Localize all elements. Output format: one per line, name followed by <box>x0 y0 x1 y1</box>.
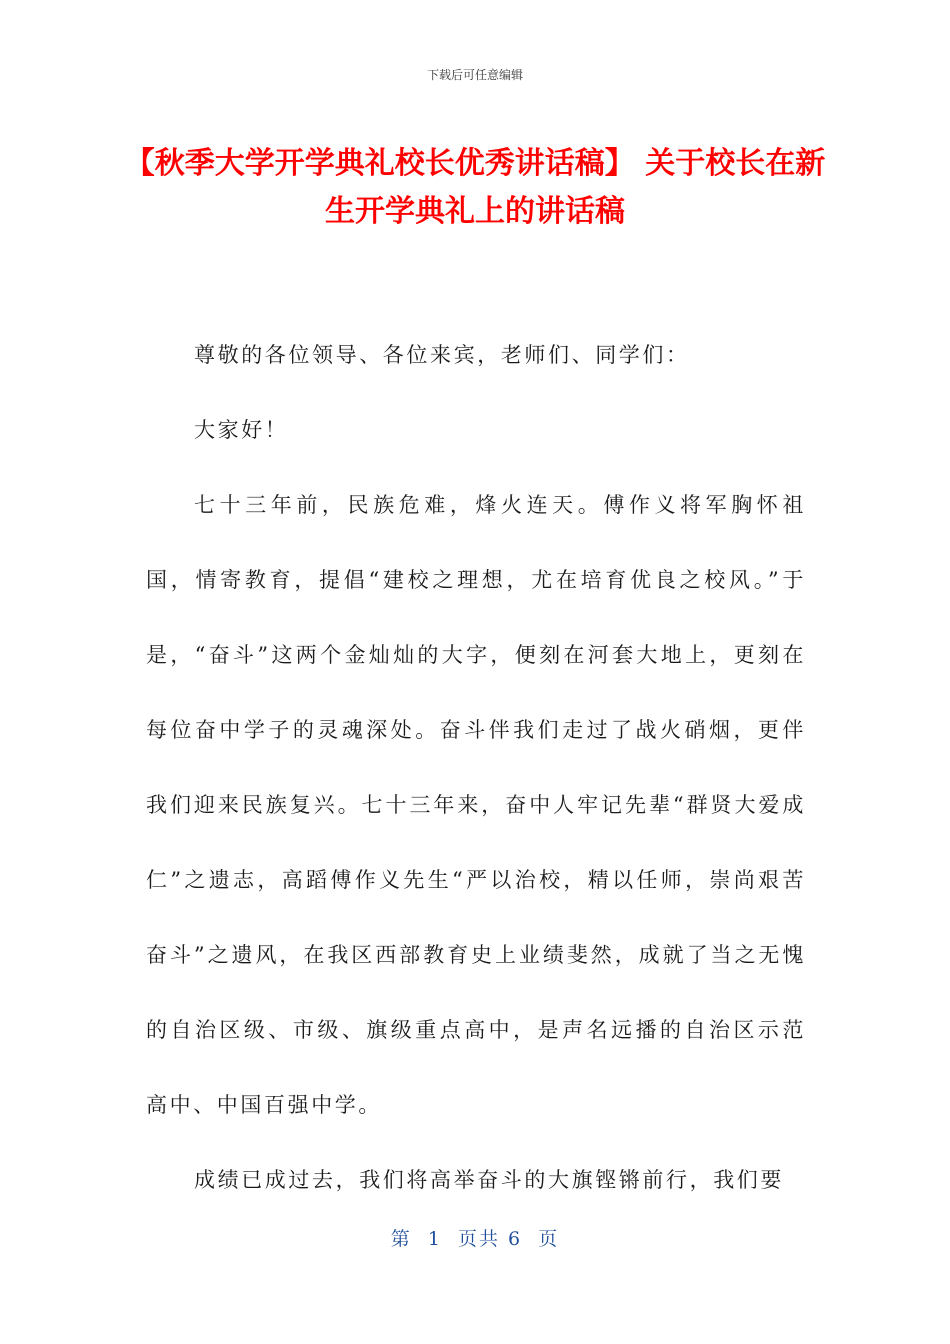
page-number: 第 1 页共 6 页 <box>390 1228 560 1250</box>
document-title: 【秋季大学开学典礼校长优秀讲话稿】 关于校长在新生开学典礼上的讲话稿 <box>124 146 826 229</box>
page-footer <box>0 1224 950 1251</box>
paragraph-history: 七十三年前，民族危难，烽火连天。傅作义将军胸怀祖国，情寄教育，提倡“建校之理想，尤在培育优良之校风。”于是，“奋斗”这两个金灿灿的大字，便刻在河套大地上，更刻在每位奋中学子的灵魂深处。奋斗伴我们走过了战火硝烟，更伴我们迎来民族复兴。七十三年来，奋中人牢记先辈“群贤大爱成仁”之遗志，高蹈傅作义先生“严以治校，精以任师，崇尚艰苦奋斗”之遗风，在我区西部教育史上业绩斐然，成就了当之无愧的自治区级、市级、旗级重点高中，是声名远播的自治区示范高中、中国百强中学。 <box>146 493 806 1117</box>
paragraph-future: 成绩已成过去，我们将高举奋斗的大旗铿锵前行，我们要 <box>194 1168 784 1192</box>
header-note: 下载后可任意编辑 <box>426 68 523 82</box>
paragraph-greeting: 大家好！ <box>194 418 289 442</box>
paragraph-salutation: 尊敬的各位领导、各位来宾，老师们、同学们： <box>194 343 690 367</box>
document-body <box>146 318 806 1218</box>
